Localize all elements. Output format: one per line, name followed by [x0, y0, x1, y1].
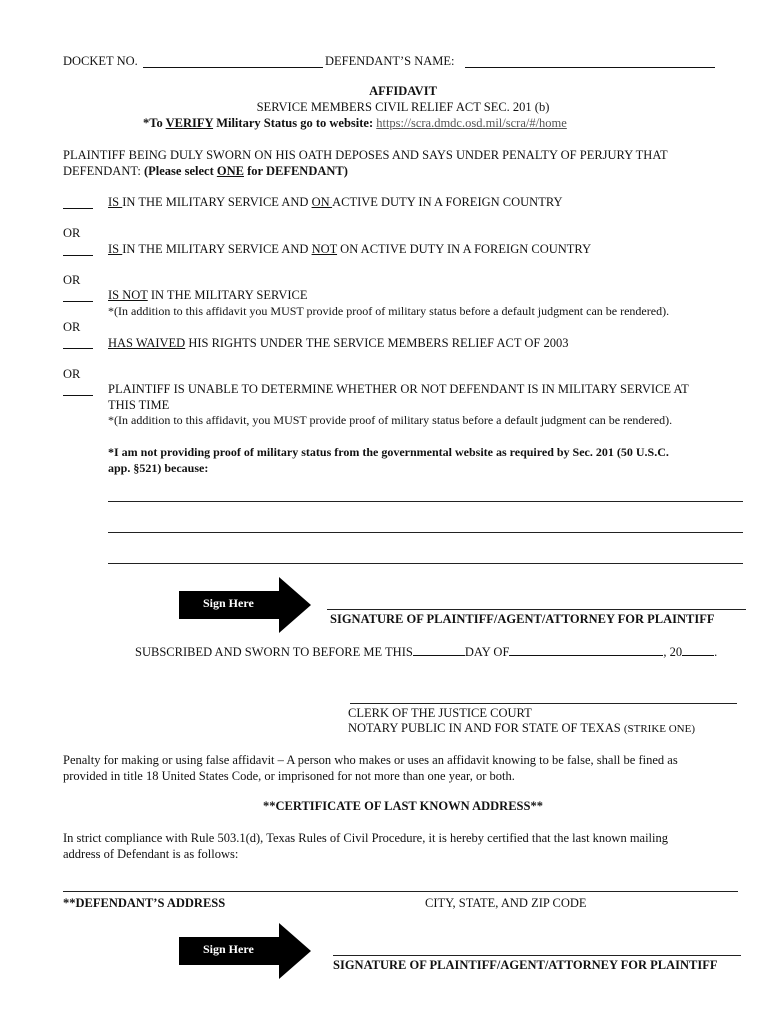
docket-number-label: DOCKET NO.: [63, 54, 138, 68]
or-label-2: OR: [63, 273, 81, 287]
option-1-text: [108, 195, 563, 211]
verify-rest: Military Status go to website:: [213, 116, 377, 130]
docket-number-field[interactable]: [143, 67, 323, 68]
option-5-checkbox-line[interactable]: [63, 395, 93, 396]
certificate-line-1: In strict compliance with Rule 503.1(d), Texas Rules of Civil Procedure, it is hereby certified that the last known mailing: [63, 831, 669, 845]
option-3-text: [108, 288, 308, 304]
or-label-4: OR: [63, 367, 81, 381]
penalty-line-2: provided in title 18 United States Code, or imprisoned for not more than one year, or both.: [63, 769, 515, 783]
option-1-part: IN THE MILITARY SERVICE AND: [122, 195, 312, 209]
not-providing-line-1: *I am not providing proof of military status from the governmental website as required by Sec. 201 (50 U.S.C.: [108, 445, 669, 459]
option-3-checkbox-line[interactable]: [63, 301, 93, 302]
option-3-rest: IN THE MILITARY SERVICE: [147, 288, 308, 302]
notary-text: NOTARY PUBLIC IN AND FOR STATE OF TEXAS: [348, 721, 624, 735]
intro-line-1: PLAINTIFF BEING DULY SWORN ON HIS OATH DEPOSES AND SAYS UNDER PENALTY OF PERJURY THAT: [63, 148, 668, 162]
option-2-text: [108, 242, 591, 258]
intro-select-b: for DEFENDANT): [243, 164, 348, 178]
reason-line-2[interactable]: [108, 532, 743, 533]
option-2-part: IN THE MILITARY SERVICE AND: [122, 242, 312, 256]
certificate-line-2: address of Defendant is as follows:: [63, 847, 239, 861]
year-prefix: , 20: [663, 645, 683, 659]
option-4-checkbox-line[interactable]: [63, 348, 93, 349]
sign-here-label-2: Sign Here: [203, 942, 254, 956]
option-5-line-1: PLAINTIFF IS UNABLE TO DETERMINE WHETHER OR NOT DEFENDANT IS IN MILITARY SERVICE AT: [108, 382, 689, 396]
intro-line-2: [63, 164, 348, 180]
affidavit-subtitle: SERVICE MEMBERS CIVIL RELIEF ACT SEC. 201 (b): [256, 100, 550, 114]
scra-website-link[interactable]: https://scra.dmdc.osd.mil/scra/#/home: [376, 116, 567, 130]
penalty-line-1: Penalty for making or using false affidavit – A person who makes or uses an affidavit knowing to be false, shall be fined as: [63, 753, 678, 767]
reason-line-3[interactable]: [108, 563, 743, 564]
verify-line: [143, 116, 567, 132]
defendant-name-label: DEFENDANT’S NAME:: [325, 54, 455, 68]
option-1-is: IS: [108, 195, 123, 209]
sign-here-label: Sign Here: [203, 596, 254, 610]
option-4-text: [108, 336, 569, 352]
option-5-note: *(In addition to this affidavit, you MUST provide proof of military status before a default judgment can be rendered).: [108, 413, 673, 427]
intro-select-one: ONE: [216, 164, 244, 178]
defendant-name-field[interactable]: [465, 67, 715, 68]
clerk-signature-line[interactable]: [350, 703, 737, 704]
reason-line-1[interactable]: [108, 501, 743, 502]
option-2-is: IS: [108, 242, 123, 256]
verify-word: VERIFY: [165, 116, 214, 130]
option-3-note: *(In addition to this affidavit you MUST provide proof of military status before a default judgment can be rendered).: [108, 304, 670, 318]
intro-defendant: DEFENDANT:: [63, 164, 144, 178]
year-field[interactable]: [682, 644, 714, 656]
subscribed-text: SUBSCRIBED AND SWORN TO BEFORE ME THIS: [135, 645, 413, 659]
option-2-not: NOT: [311, 242, 338, 256]
option-1-on: ON: [311, 195, 333, 209]
signature-caption-1: SIGNATURE OF PLAINTIFF/AGENT/ATTORNEY FOR PLAINTIFF: [330, 612, 715, 626]
clerk-line-1: CLERK OF THE JUSTICE COURT: [348, 706, 532, 720]
option-2-rest: ON ACTIVE DUTY IN A FOREIGN COUNTRY: [337, 242, 592, 256]
option-1-rest: ACTIVE DUTY IN A FOREIGN COUNTRY: [332, 195, 563, 209]
signature-line-2[interactable]: [333, 955, 741, 956]
defendant-address-label: **DEFENDANT’S ADDRESS: [63, 896, 226, 910]
address-line[interactable]: [63, 891, 738, 892]
option-4-rest: HIS RIGHTS UNDER THE SERVICE MEMBERS RELIEF ACT OF 2003: [185, 336, 569, 350]
city-state-zip-label: CITY, STATE, AND ZIP CODE: [425, 896, 587, 910]
day-field[interactable]: [413, 644, 465, 656]
clerk-line-2: [348, 721, 695, 737]
option-1-checkbox-line[interactable]: [63, 208, 93, 209]
strike-one-text: (STRIKE ONE): [623, 723, 695, 735]
or-label-3: OR: [63, 320, 81, 334]
signature-caption-2: SIGNATURE OF PLAINTIFF/AGENT/ATTORNEY FOR PLAINTIFF: [333, 958, 718, 972]
signature-line-1[interactable]: [327, 609, 746, 610]
intro-select-a: (Please select: [143, 164, 217, 178]
period: .: [714, 645, 718, 659]
option-3-is-not: IS NOT: [108, 288, 148, 302]
verify-prefix: *To: [143, 116, 166, 130]
affidavit-title: AFFIDAVIT: [369, 84, 437, 98]
option-4-has-waived: HAS WAIVED: [108, 336, 186, 350]
not-providing-line-2: app. §521) because:: [108, 461, 209, 475]
subscribed-sworn-line: [135, 644, 717, 661]
or-label-1: OR: [63, 226, 81, 240]
option-2-checkbox-line[interactable]: [63, 255, 93, 256]
option-5-line-2: THIS TIME: [108, 398, 170, 412]
month-field[interactable]: [509, 644, 663, 656]
certificate-title: **CERTIFICATE OF LAST KNOWN ADDRESS**: [263, 799, 543, 813]
day-of-text: DAY OF: [464, 645, 510, 659]
